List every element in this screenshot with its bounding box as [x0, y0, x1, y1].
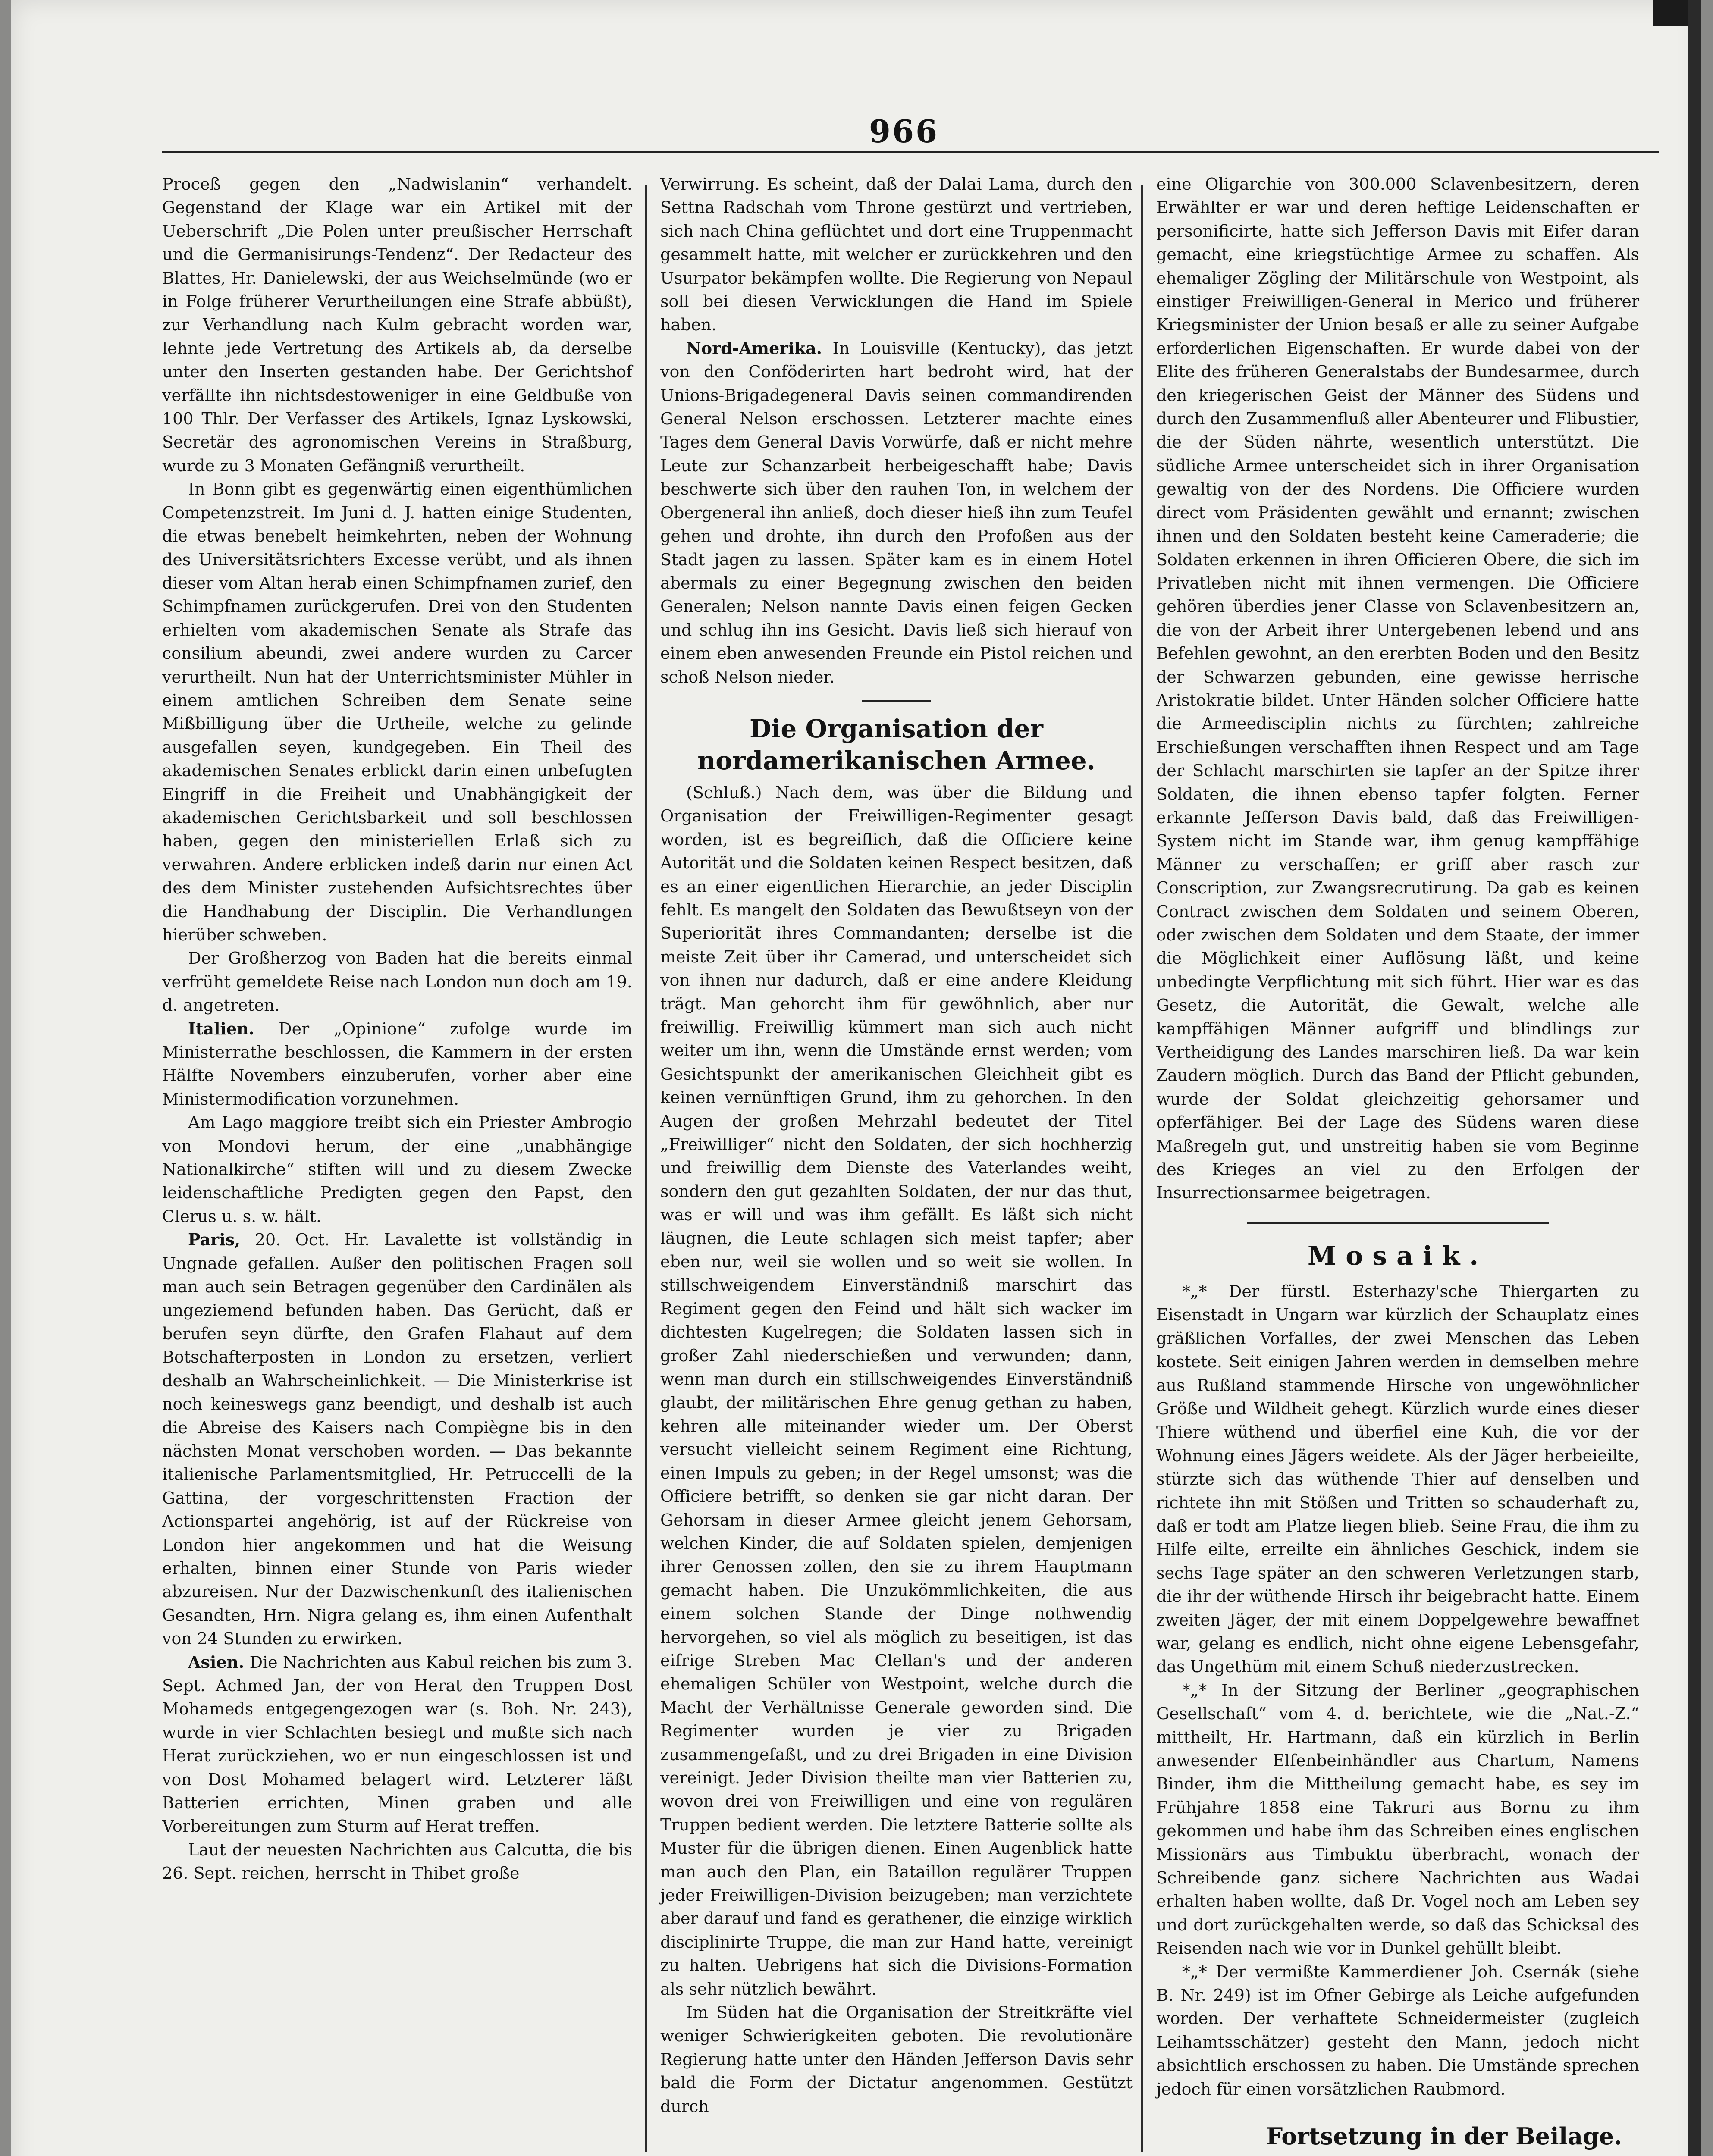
article-italy-text: Der „Opinione“ zufolge wurde im Ministerrathe beschlossen, die Kammern in der ersten Hälfte Novembers einzuberufen, vorher aber eine Ministermodification vorzunehmen. — [162, 1019, 632, 1109]
section-rule — [862, 700, 931, 702]
column-rule-1 — [645, 185, 647, 2152]
article-organisation-text: Nach dem, was über die Bildung und Organisation der Freiwilligen-Regimenter gesagt worden, ist es begreiflich, daß die Officiere keine Autorität und die Soldaten keinen Respect besitzen, daß es an einer eigentlichen Hierarchie, an jeder Disciplin fehlt. Es mangelt den Soldaten das Bewußtseyn von der Superiorität ihres Commandanten; derselbe ist die meiste Zeit über ihr Camerad, und unterscheidet sich von ihnen nur dadurch, daß er eine andere Kleidung trägt. Man gehorcht ihm für gewöhnlich, aber nur freiwillig. Freiwillig kümmert man sich auch nicht weiter um ihn, wenn die Umstände ernst werden; vom Gesichtspunkt der amerikanischen Gleichheit gibt es keinen vernünftigen Grund, ihm zu gehorchen. In den Augen der großen Mehrzahl bedeutet der Titel „Freiwilliger“ nicht den Soldaten, der sich hochherzig und freiwillig dem Dienste des Vaterlandes weiht, sondern den gut gezahlten Soldaten, der nur das thut, was er will und was ihm gefällt. Es läßt sich nicht läugnen, die Leute schlagen sich meist tapfer; aber eben nur, weil sie wollen und so weit sie wollen. In stillschweigendem Einverständniß marschirt das Regiment gegen den Feind und hält sich wacker im dichtesten Kugelregen; die Soldaten lassen sich in großer Zahl niederschießen und verwunden; dann, wenn man durch ein stillschweigendes Einverständniß glaubt, der militärischen Ehre genug gethan zu haben, kehren alle miteinander wieder um. Der Oberst versucht vielleicht seinem Regiment eine Richtung, einen Impuls zu geben; in der Regel umsonst; was die Officiere betrifft, so denken sie gar nicht daran. Der Gehorsam in dieser Armee gleicht jenem Gehorsam, welchen Kinder, die auf Soldaten spielen, demjenigen ihrer Genossen zollen, den sie zu ihrem Hauptmann gemacht haben. Die Unzukömmlichkeiten, die aus einem solchen Stande der Dinge nothwendig hervorgehen, so viel als möglich zu beseitigen, ist das eifrige Streben Mac Clellan's und der anderen ehemaligen Schüler von Westpoint, welche durch die Macht der Verhältnisse Generale geworden sind. Die Regimenter wurden je vier zu Brigaden zusammengefaßt, und zu drei Brigaden in eine Division vereinigt. Jeder Division theilte man vier Batterien zu, wovon drei von Freiwilligen und eine von regulären Truppen bedient werden. Die letztere Batterie sollte als Muster für die übrigen dienen. Einen Augenblick hatte man auch den Plan, ein Bataillon regulärer Truppen jeder Freiwilligen-Division beizugeben; man verzichtete aber darauf und fand es gerathener, die einzige wirklich disciplinirte Truppe, die man zur Hand hatte, vereinigt zu halten. Uebrigens hat sich die Divisions-Formation als sehr nützlich bewährt. — [660, 783, 1133, 1999]
article-lago-maggiore: Am Lago maggiore treibt sich ein Priester Ambrogio von Mondovi herum, der eine „unabhängige Nationalkirche“ stiften will und zu diesem Zwecke leidenschaftliche Predigten gegen den Papst, den Clerus u. s. w. hält. — [162, 1113, 632, 1226]
item-eisenstadt-deer: *„* Der fürstl. Esterhazy'sche Thiergarten zu Eisenstadt in Ungarn war kürzlich der Schauplatz eines gräßlichen Vorfalles, der zwei Menschen das Leben kostete. Seit einigen Jahren werden in demselben mehre aus Rußland stammende Hirsche von ungewöhnlicher Größe und Wildheit gehegt. Kürzlich wurde eines dieser Thiere wüthend und überfiel eine Kuh, die vor der Wohnung eines Jägers weidete. Als der Jäger herbeieilte, stürzte sich das wüthende Thier auf denselben und richtete ihn mit Stößen und Tritten so schauderhaft zu, daß er todt am Platze liegen blieb. Seine Frau, die ihm zu Hilfe eilte, erreilte ein ähnliches Geschick, indem sie sechs Tage später an den schweren Verletzungen starb, die ihr der wüthende Hirsch ihr beigebracht hatte. Einem zweiten Jäger, der mit einem Doppelgewehre bewaffnet war, gelang es endlich, nicht ohne eigene Lebensgefahr, das Ungethüm mit einem Schuß niederzustrecken. — [1156, 1282, 1639, 1677]
article-organisation-south: Im Süden hat die Organisation der Streitkräfte viel weniger Schwierigkeiten geboten. Die revolutionäre Regierung hatte unter den Händen Jefferson Davis sehr bald die Form der Dictatur angenommen. Gestützt durch — [660, 2003, 1133, 2116]
page-number: 966 — [869, 113, 939, 150]
section-heading-mosaik: Mosaik. — [1307, 1241, 1488, 1271]
continued-note: Fortsetzung in der Beilage. — [1266, 2122, 1622, 2150]
article-kulm-trial: Proceß gegen den „Nadwislanin“ verhandelt. Gegenstand der Klage war ein Artikel mit der Ueberschrift „Die Polen unter preußischer Herrschaft und die Germanisirungs-Tendenz“. Der Redacteur des Blattes, Hr. Danielewski, der aus Weichselmünde (wo er in Folge früherer Verurtheilungen eine Strafe abbüßt), zur Verhandlung nach Kulm gebracht worden war, lehnte jede Vertretung des Artikels ab, da derselbe unter den Inserten gestanden habe. Der Gerichtshof verfällte ihn nichtsdestoweniger in eine Geldbuße von 100 Thlr. Der Verfasser des Artikels, Ignaz Lyskowski, Secretär des agronomischen Vereins in Straßburg, wurde zu 3 Monaten Gefängniß verurtheilt. — [162, 175, 632, 475]
article-paris-text: 20. Oct. Hr. Lavalette ist vollständig in Ungnade gefallen. Außer den politischen Fragen soll man auch sein Betragen gegenüber den Cardinälen als ungeziemend befunden haben. Das Gerücht, daß er berufen seyn dürfte, den Grafen Flahaut auf dem Botschafterposten in London zu ersetzen, verliert deshalb an Wahrscheinlichkeit. — Die Ministerkrise ist noch keineswegs ganz beendigt, und deshalb ist auch die Abreise des Kaisers nach Compiègne bis in den nächsten Monat verschoben worden. — Das bekannte italienische Parlamentsmitglied, Hr. Petruccelli de la Gattina, der vorgeschrittensten Fraction der Actionspartei angehörig, ist auf der Rückreise von London hier angekommen und hat die Weisung erhalten, binnen einer Stunde von Paris wieder abzureisen. Nur der Dazwischenkunft des italienischen Gesandten, Hrn. Nigra gelang es, ihm einen Aufenthalt von 24 Stunden zu erwirken. — [162, 1230, 632, 1648]
scan-edge — [1688, 0, 1701, 2156]
article-asia-text: Die Nachrichten aus Kabul reichen bis zum 3. Sept. Achmed Jan, der von Herat den Truppen Dost Mohameds entgegengezogen war (s. Boh. Nr. 243), wurde in vier Schlachten besiegt und mußte sich nach Herat zurückziehen, wo er nun eingeschlossen ist und von Dost Mohamed belagert wird. Letzterer läßt Batterien errichten, Minen graben und alle Vorbereitungen zum Sturm auf Herat treffen. — [162, 1652, 632, 1836]
article-calcutta: Laut der neuesten Nachrichten aus Calcutta, die bis 26. Sept. reichen, herrscht in Thibet große — [162, 1840, 632, 1883]
article-heading-organisation: Die Organisation der nordamerikanischen Armee. — [697, 714, 1095, 775]
dateline-italy: Italien. — [188, 1018, 254, 1038]
article-north-america-text: In Louisville (Kentucky), das jetzt von den Conföderirten hart bedroht wird, hat der Unions-Brigadegeneral Davis seinen commandirenden General Nelson erschossen. Letzterer machte eines Tages dem General Davis Vorwürfe, daß er nicht mehre Leute zur Schanzarbeit herbeigeschafft habe; Davis beschwerte sich über den rauhen Ton, in welchem der Obergeneral ihn anließ, doch dieser hieß ihn zum Teufel gehen und drohte, ihn durch den Profoßen aus der Stadt jagen zu lassen. Später kam es in einem Hotel abermals zu einer Begegnung zwischen den beiden Generalen; Nelson nannte Davis einen feigen Gecken und schlug ihn ins Gesicht. Davis ließ sich hierauf von einem eben anwesenden Freunde ein Pistol reichen und schoß Nelson nieder. — [660, 338, 1133, 686]
article-paris — [162, 1228, 632, 1650]
conclusion-marker: (Schluß.) — [686, 783, 762, 802]
header-rule — [162, 151, 1659, 153]
article-organisation-continued: eine Oligarchie von 300.000 Sclavenbesitzern, deren Erwählter er war und deren heftige Leidenschaften er personificirte, hatte sich Jefferson Davis mit Eifer daran gemacht, eine kriegstüchtige Armee zu schaffen. Als ehemaliger Zögling der Militärschule von Westpoint, als einstiger Freiwilligen-General in Merico und früherer Kriegsminister der Union besaß er alle zu seiner Aufgabe erforderlichen Eigenschaften. Er wurde dabei von der Elite des früheren Generalstabs der Bundesarmee, durch den kriegerischen Geist der Männer des Südens und durch den Zusammenfluß aller Abenteurer und Flibustier, die der Süden nährte, wesentlich unterstützt. Die südliche Armee unterscheidet sich in ihrer Organisation gewaltig von der des Nordens. Die Officiere wurden direct vom Präsidenten gewählt und ernannt; zwischen ihnen und den Soldaten besteht keine Cameraderie; die Soldaten erkennen in ihren Officieren Obere, die sich im Privatleben nicht mit ihnen vermengen. Die Officiere gehören überdies jener Classe von Sclavenbesitzern an, die von der Arbeit ihrer Untergebenen lebend und ans Befehlen gewohnt, an den ererbten Boden und den Besitz der Schwarzen gebunden, eine gewisse herrische Aristokratie bildet. Unter Händen solcher Officiere hatte die Armeedisciplin nichts zu fürchten; zahlreiche Erschießungen verschafften ihnen Respect und am Tage der Schlacht marschirten sie tapfer an der Spitze ihrer Soldaten, die ihnen ebenso tapfer folgten. Ferner erkannte Jefferson Davis bald, daß das Freiwilligen-System nicht im Stande war, ihm genug kampffähige Männer zu verschaffen; er griff aber rasch zur Conscription, zur Zwangsrecrutirung. Da gab es keinen Contract zwischen dem Soldaten und seinem Oberen, oder zwischen dem Soldaten und dem Staate, der immer die Möglichkeit einer Auflösung läßt, und keine unbedingte Verpflichtung mit sich führt. Hier war es das Gesetz, die Autorität, die Gewalt, welche alle kampffähigen Männer aufgriff und blindlings zur Vertheidigung des Landes marschiren ließ. Da war kein Zaudern möglich. Durch das Band der Pflicht gebunden, wurde der Soldat gleichzeitig gehorsamer und opferfähiger. Bei der Lage des Südens waren diese Maßregeln gut, und unstreitig haben sie vom Beginne des Krieges an viel zu den Erfolgen der Insurrectionsarmee beigetragen. — [1156, 175, 1639, 1203]
article-thibet-continued: Verwirrung. Es scheint, daß der Dalai Lama, durch den Settna Radschah vom Throne gestürzt und vertrieben, sich nach China geflüchtet und dort eine Truppenmacht gesammelt hatte, mit welcher er zurückkehren und den Usurpator bekämpfen wollte. Die Regierung von Nepaul soll bei diesen Verwicklungen die Hand im Spiele haben. — [660, 175, 1133, 335]
article-organisation-body — [660, 781, 1133, 2001]
dateline-paris: Paris, — [188, 1230, 241, 1250]
column-2 — [660, 172, 1133, 2156]
item-csernak: *„* Der vermißte Kammerdiener Joh. Csernák (siehe B. Nr. 249) ist im Ofner Gebirge als Leiche aufgefunden worden. Der verhaftete Schneidermeister (zugleich Leihamtsschätzer) gesteht den Mann, jedoch nicht absichtlich erschossen zu haben. Die Umstände sprechen jedoch für einen vorsätzlichen Raubmord. — [1156, 1962, 1639, 2099]
dateline-north-america: Nord-Amerika. — [686, 338, 822, 358]
article-north-america — [660, 337, 1133, 689]
dateline-asia: Asien. — [188, 1652, 245, 1672]
newspaper-page — [11, 0, 1701, 2156]
column-1 — [162, 172, 632, 2156]
column-3 — [1156, 172, 1639, 2156]
article-baden-travel: Der Großherzog von Baden hat die bereits einmal verfrüht gemeldete Reise nach London nun doch am 19. d. angetreten. — [162, 949, 632, 1015]
column-rule-2 — [1141, 185, 1143, 2152]
article-bonn-dispute: In Bonn gibt es gegenwärtig einen eigenthümlichen Competenzstreit. Im Juni d. J. hatten einige Studenten, die etwas benebelt heimkehrten, neben der Wohnung des Universitätsrichters Excesse verübt, und als ihnen dieser vom Altan herab einen Schimpfnamen zurief, den Schimpfnamen zurückgerufen. Drei von den Studenten erhielten vom akademischen Senate als Strafe das consilium abeundi, zwei andere wurden zu Carcer verurtheilt. Nun hat der Unterrichtsminister Mühler in einem amtlichen Schreiben dem Senate seine Mißbilligung über die Urtheile, welche zu gelinde ausgefallen seyen, kundgegeben. Ein Theil des akademischen Senates erblickt darin einen unbefugten Eingriff in die Freiheit und Unabhängigkeit der akademischen Gerichtsbarkeit und soll beschlossen haben, gegen den ministeriellen Erlaß sich zu verwahren. Andere erblicken indeß darin nur einen Act des dem Minister zustehenden Aufsichtsrechtes über die Handhabung der Disciplin. Die Verhandlungen hierüber schweben. — [162, 479, 632, 944]
article-italy — [162, 1017, 632, 1111]
item-berlin-geographic: *„* In der Sitzung der Berliner „geographischen Gesellschaft“ vom 4. d. berichtete, wie die „Nat.-Z.“ mittheilt, Hr. Hartmann, daß ein kürzlich in Berlin anwesender Elfenbeinhändler aus Chartum, Namens Binder, ihm die Mittheilung gemacht habe, es sey im Frühjahre 1858 eine Takruri aus Bornu zu ihm gekommen und habe ihm das Schreiben eines englischen Missionärs aus Timbuktu überbracht, wonach der Schreibende ganz sichere Nachrichten aus Wadai erhalten haben wollte, daß Dr. Vogel noch am Leben sey und dort zurückgehalten werde, so daß das Schicksal des Reisenden nach wie vor in Dunkel gehüllt bleibt. — [1156, 1680, 1639, 1958]
page-corner-shadow — [1653, 0, 1688, 26]
article-asia — [162, 1651, 632, 1838]
section-rule-mosaik — [1247, 1222, 1549, 1224]
